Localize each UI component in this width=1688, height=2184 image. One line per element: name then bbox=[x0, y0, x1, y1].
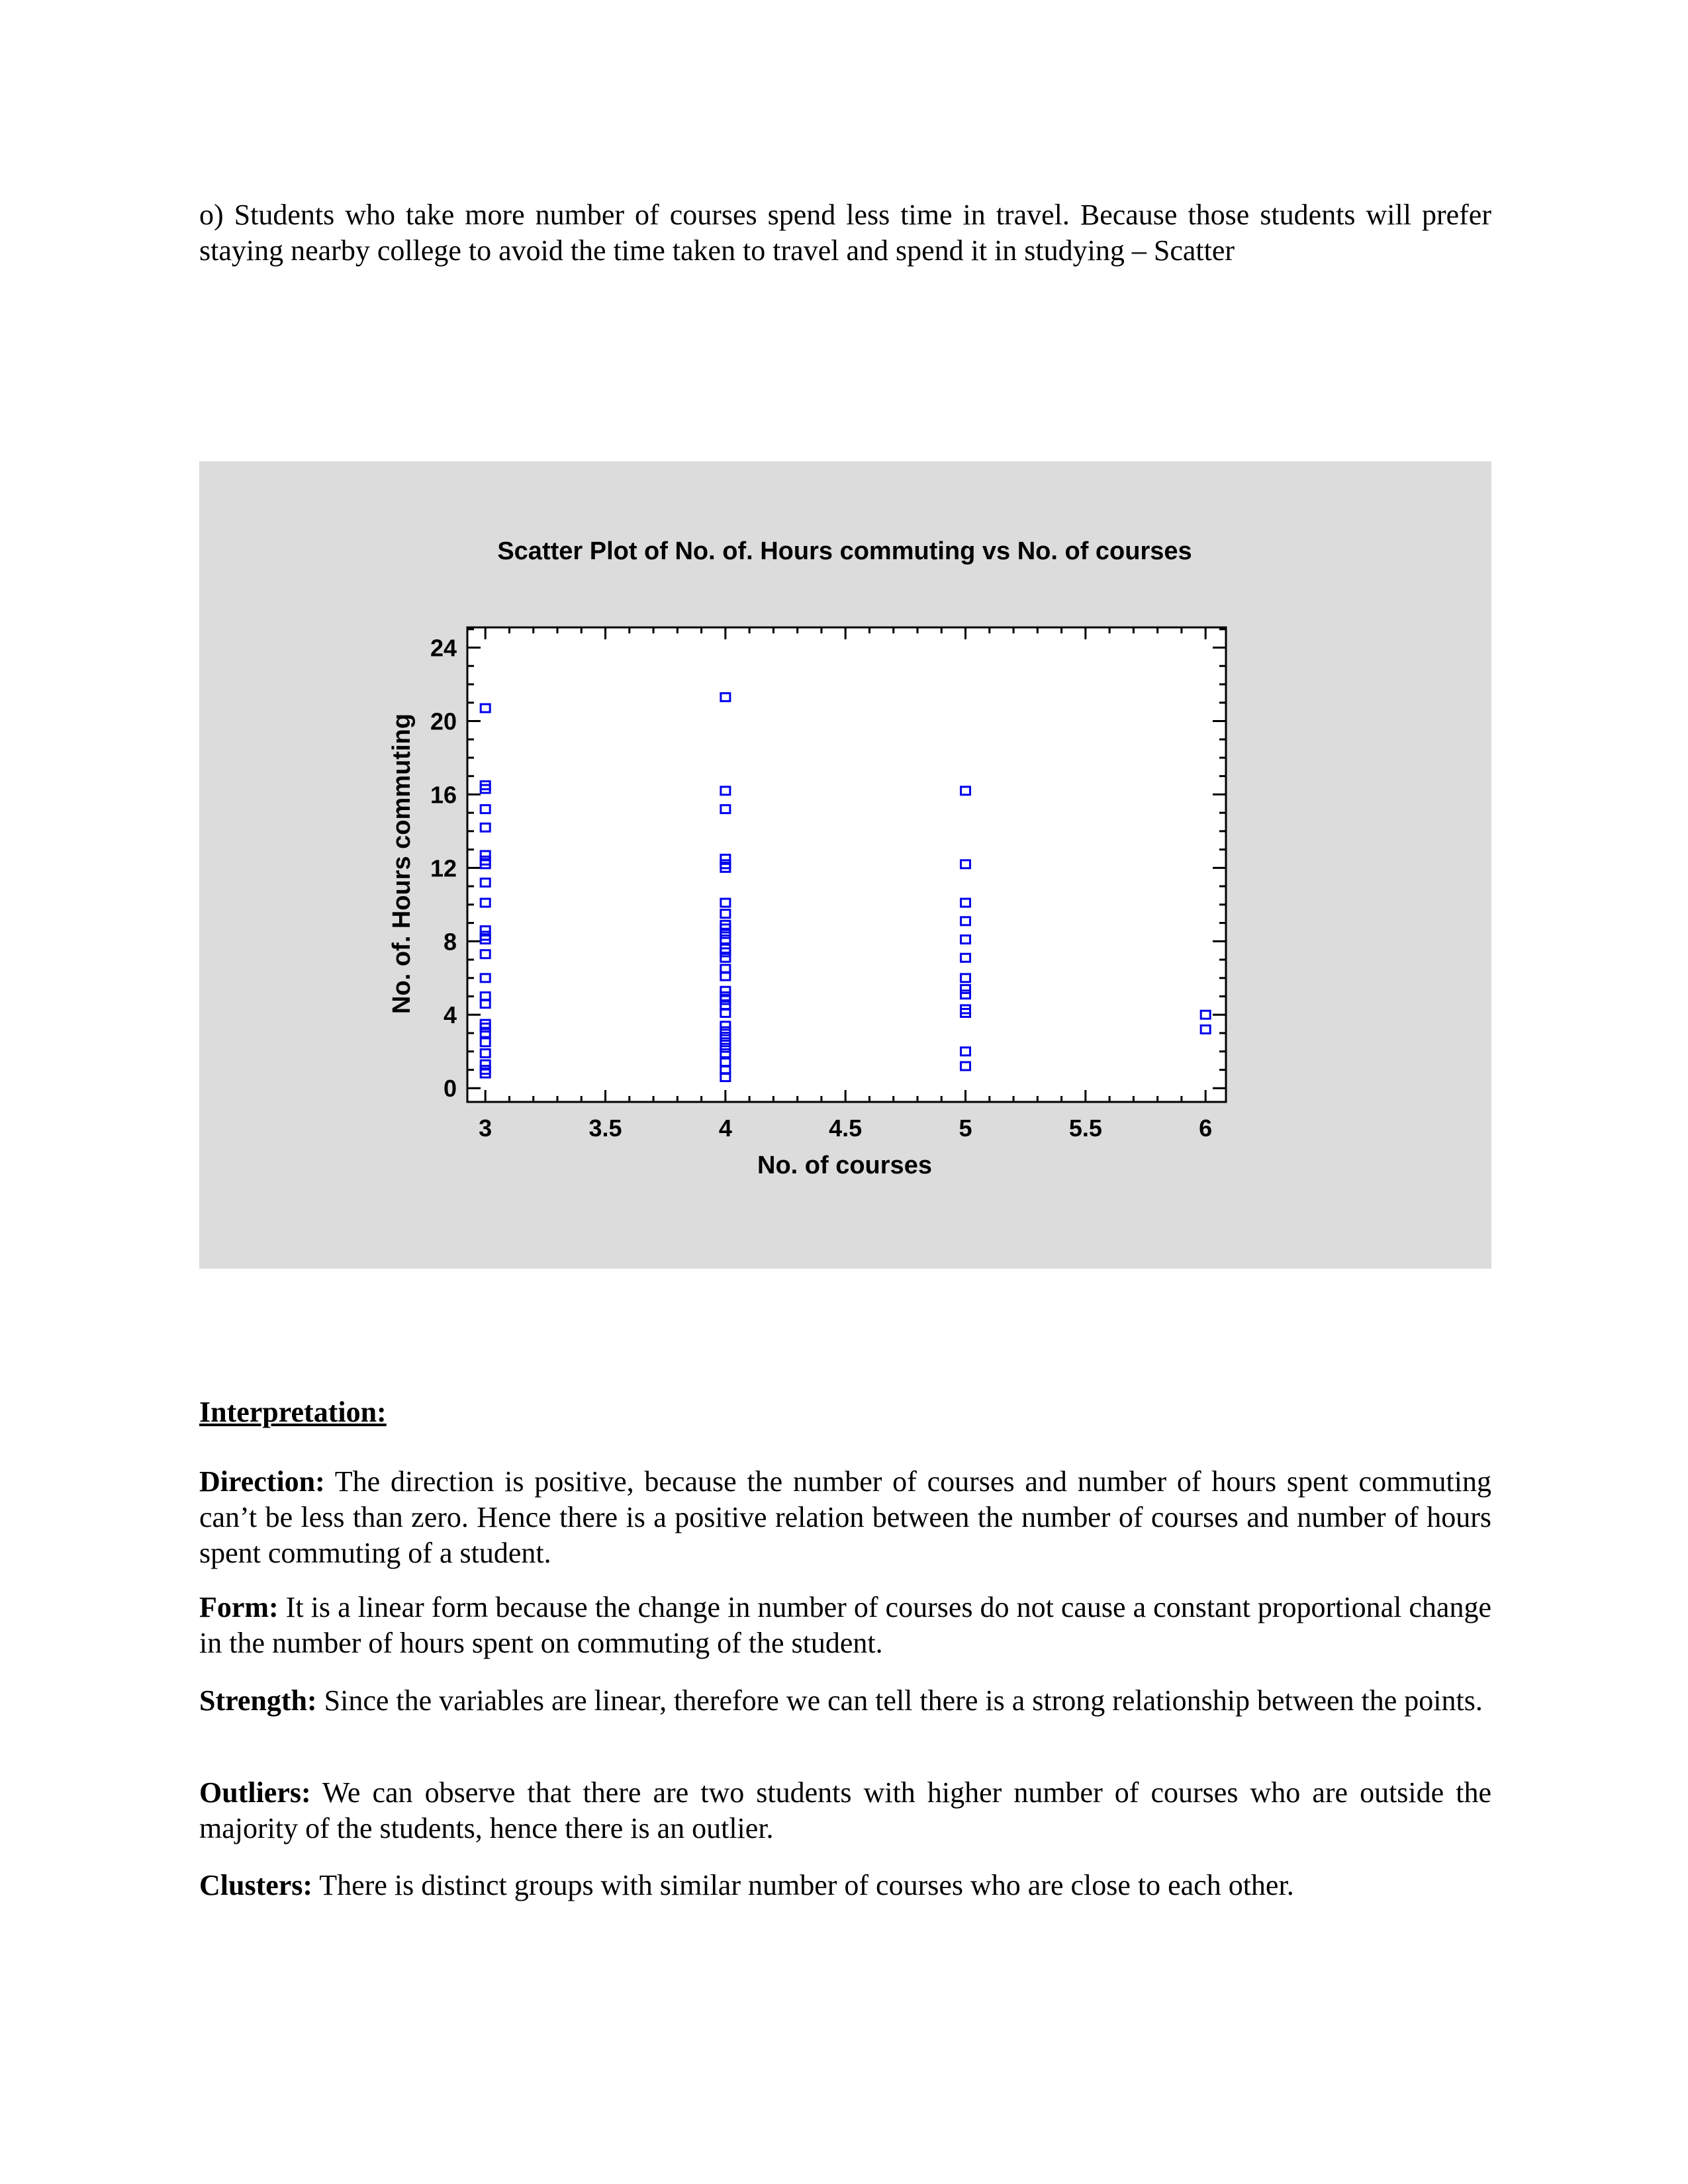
outliers-label: Outliers: bbox=[199, 1776, 311, 1809]
strength-text: Since the variables are linear, therefore we can tell there is a strong relationship between the points. bbox=[316, 1684, 1483, 1717]
x-tick-label: 4 bbox=[718, 1115, 732, 1142]
form-label: Form: bbox=[199, 1591, 279, 1623]
x-tick-label: 5 bbox=[959, 1115, 972, 1142]
y-tick-label: 24 bbox=[430, 634, 457, 662]
y-tick-label: 16 bbox=[430, 781, 457, 809]
y-axis-label: No. of. Hours commuting bbox=[388, 713, 416, 1014]
strength-paragraph bbox=[199, 1683, 1491, 1719]
scatter-chart bbox=[199, 461, 1491, 1269]
intro-paragraph: o) Students who take more number of courses spend less time in travel. Because those students will prefer staying nearby college to avoid the time taken to travel and spend it in studying – Scatter bbox=[199, 199, 1491, 267]
strength-label: Strength: bbox=[199, 1684, 317, 1717]
y-tick-label: 8 bbox=[443, 928, 457, 956]
y-tick-label: 20 bbox=[430, 707, 457, 735]
direction-paragraph bbox=[199, 1464, 1491, 1571]
x-tick-label: 6 bbox=[1199, 1115, 1213, 1142]
form-paragraph bbox=[199, 1590, 1491, 1661]
x-tick-label: 4.5 bbox=[829, 1115, 863, 1142]
y-tick-label: 4 bbox=[443, 1001, 457, 1029]
x-tick-label: 3.5 bbox=[588, 1115, 622, 1142]
chart-title: Scatter Plot of No. of. Hours commuting vs No. of courses bbox=[497, 537, 1192, 565]
y-tick-label: 12 bbox=[430, 854, 457, 882]
clusters-text: There is distinct groups with similar number of courses who are close to each other. bbox=[312, 1869, 1294, 1901]
outliers-paragraph bbox=[199, 1775, 1491, 1846]
outliers-text: We can observe that there are two students with higher number of courses who are outside the majority of the students, hence there is an outlier. bbox=[199, 1776, 1491, 1844]
direction-text: The direction is positive, because the number of courses and number of hours spent commuting can’t be less than zero. Hence there is a positive relation between the number of courses and number of hours spent commuting of a student. bbox=[199, 1465, 1491, 1569]
direction-label: Direction: bbox=[199, 1465, 325, 1498]
interpretation-heading: Interpretation: bbox=[199, 1396, 387, 1428]
y-tick-label: 0 bbox=[443, 1075, 457, 1103]
clusters-paragraph bbox=[199, 1868, 1491, 1903]
clusters-label: Clusters: bbox=[199, 1869, 313, 1901]
chart-canvas bbox=[199, 461, 1491, 1269]
form-text: It is a linear form because the change in number of courses do not cause a constant proportional change in the number of hours spent on commuting of the student. bbox=[199, 1591, 1491, 1659]
x-axis-label: No. of courses bbox=[757, 1152, 932, 1179]
x-tick-label: 3 bbox=[479, 1115, 492, 1142]
x-tick-label: 5.5 bbox=[1068, 1115, 1102, 1142]
plot-area bbox=[467, 627, 1226, 1102]
